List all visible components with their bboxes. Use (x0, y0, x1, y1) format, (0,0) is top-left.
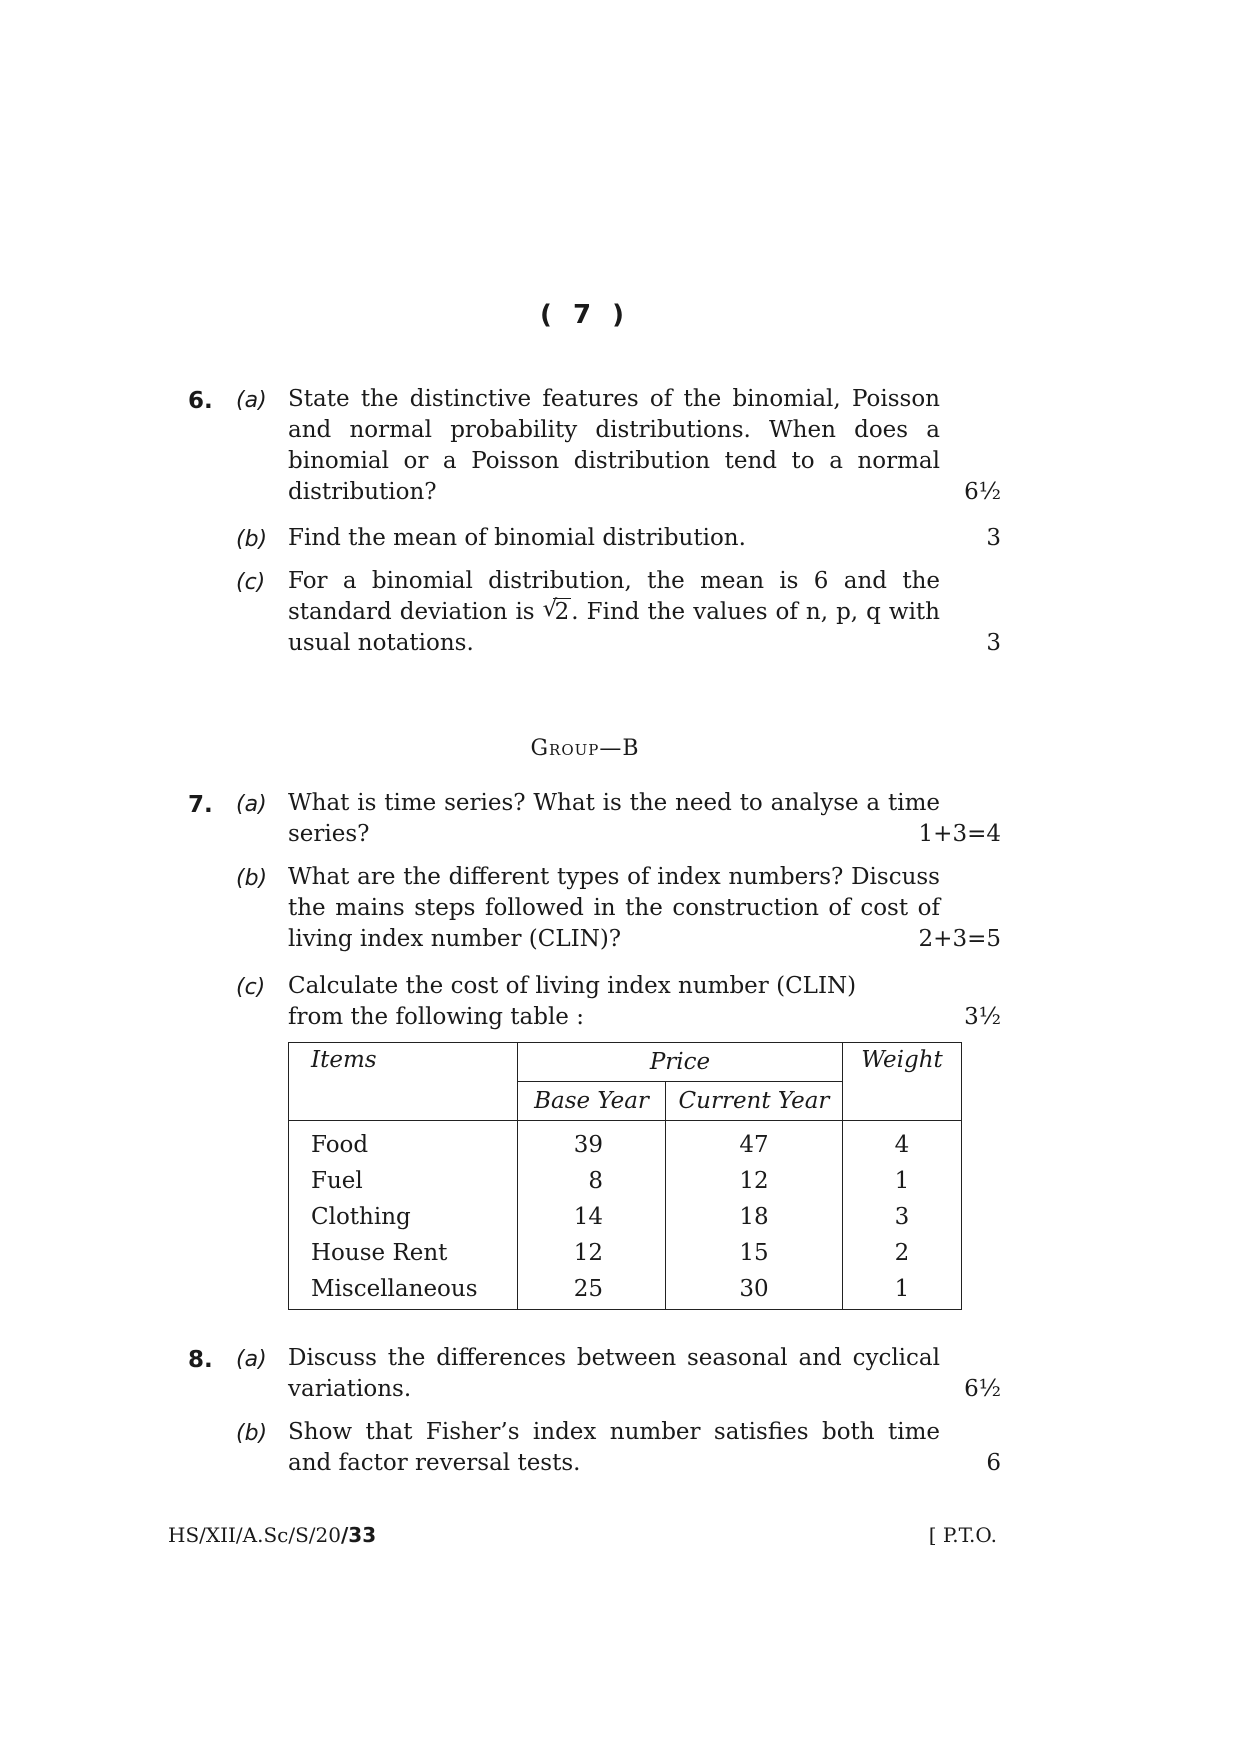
question-text: Discuss the differences between seasonal and cyclical variations. (288, 1345, 940, 1402)
part-label: (c) (236, 570, 266, 595)
base-cell: 12 (518, 1235, 666, 1271)
table-row (289, 1163, 962, 1199)
header-price: Price (518, 1043, 843, 1082)
page-number: ( 7 ) (540, 300, 630, 330)
question-number: 6. (188, 388, 213, 414)
base-cell: 8 (518, 1163, 666, 1199)
header-current-year: Current Year (666, 1082, 843, 1121)
table-row (289, 1199, 962, 1235)
current-cell: 30 (666, 1271, 843, 1310)
marks: 2+3=5 (918, 926, 1001, 952)
paper-code-text: HS/XII/A.Sc/S/20 (168, 1523, 341, 1547)
pto-label: [ P.T.O. (928, 1523, 997, 1547)
marks: 3 (986, 525, 1001, 551)
current-cell: 15 (666, 1235, 843, 1271)
question-text: State the distinctive features of the binomial, Poisson and normal probability distributions. When does a binomial or a Poisson distribution tend to a normal distribution? (288, 386, 940, 505)
question-number: 8. (188, 1347, 213, 1373)
part-label: (b) (236, 866, 268, 891)
item-cell: Food (289, 1121, 518, 1164)
current-cell: 18 (666, 1199, 843, 1235)
cost-of-living-table (288, 1042, 962, 1310)
header-weight: Weight (843, 1043, 962, 1121)
sqrt-value: 2 (554, 599, 570, 625)
part-label: (b) (236, 1421, 268, 1446)
marks: 3 (986, 630, 1001, 656)
marks: 6½ (964, 1376, 1001, 1402)
marks: 3½ (964, 1004, 1001, 1030)
question-text (288, 566, 940, 659)
part-label: (b) (236, 527, 268, 552)
item-cell: Fuel (289, 1163, 518, 1199)
question-text: Find the mean of binomial distribution. (288, 525, 746, 551)
base-cell: 39 (518, 1121, 666, 1164)
sqrt-symbol: √ (542, 596, 558, 622)
weight-cell: 4 (843, 1121, 962, 1164)
table-row (289, 1121, 962, 1164)
question-text: What are the different types of index numbers? Discuss the mains steps followed in the construction of cost of living index number (CLIN)? (288, 864, 940, 952)
marks: 6½ (964, 479, 1001, 505)
base-cell: 14 (518, 1199, 666, 1235)
question-text: Show that Fisher’s index number satisfies both time and factor reversal tests. (288, 1419, 940, 1476)
item-cell: Clothing (289, 1199, 518, 1235)
part-label: (c) (236, 975, 266, 1000)
paper-code (168, 1523, 376, 1547)
table-row (289, 1235, 962, 1271)
weight-cell: 1 (843, 1271, 962, 1310)
header-items: Items (289, 1043, 518, 1121)
part-label: (a) (236, 1347, 267, 1372)
marks: 6 (986, 1450, 1001, 1476)
weight-cell: 2 (843, 1235, 962, 1271)
current-cell: 12 (666, 1163, 843, 1199)
text-before: For a binomial distribution, the mean is 6 and the standard deviation is (288, 568, 940, 625)
current-cell: 47 (666, 1121, 843, 1164)
item-cell: Miscellaneous (289, 1271, 518, 1310)
part-label: (a) (236, 388, 267, 413)
group-heading: Group—B (530, 736, 640, 761)
part-label: (a) (236, 792, 267, 817)
item-cell: House Rent (289, 1235, 518, 1271)
marks: 1+3=4 (918, 821, 1001, 847)
question-text: What is time series? What is the need to analyse a time series? (288, 790, 940, 847)
weight-cell: 3 (843, 1199, 962, 1235)
base-cell: 25 (518, 1271, 666, 1310)
text-after: . Find the values of n, p, q with usual notations. (288, 599, 940, 656)
question-text: Calculate the cost of living index number (CLIN) from the following table : (288, 973, 857, 1030)
square-root (543, 597, 572, 628)
table-row (289, 1271, 962, 1310)
question-number: 7. (188, 792, 213, 818)
paper-code-bold: /33 (341, 1523, 377, 1547)
header-base-year: Base Year (518, 1082, 666, 1121)
weight-cell: 1 (843, 1163, 962, 1199)
